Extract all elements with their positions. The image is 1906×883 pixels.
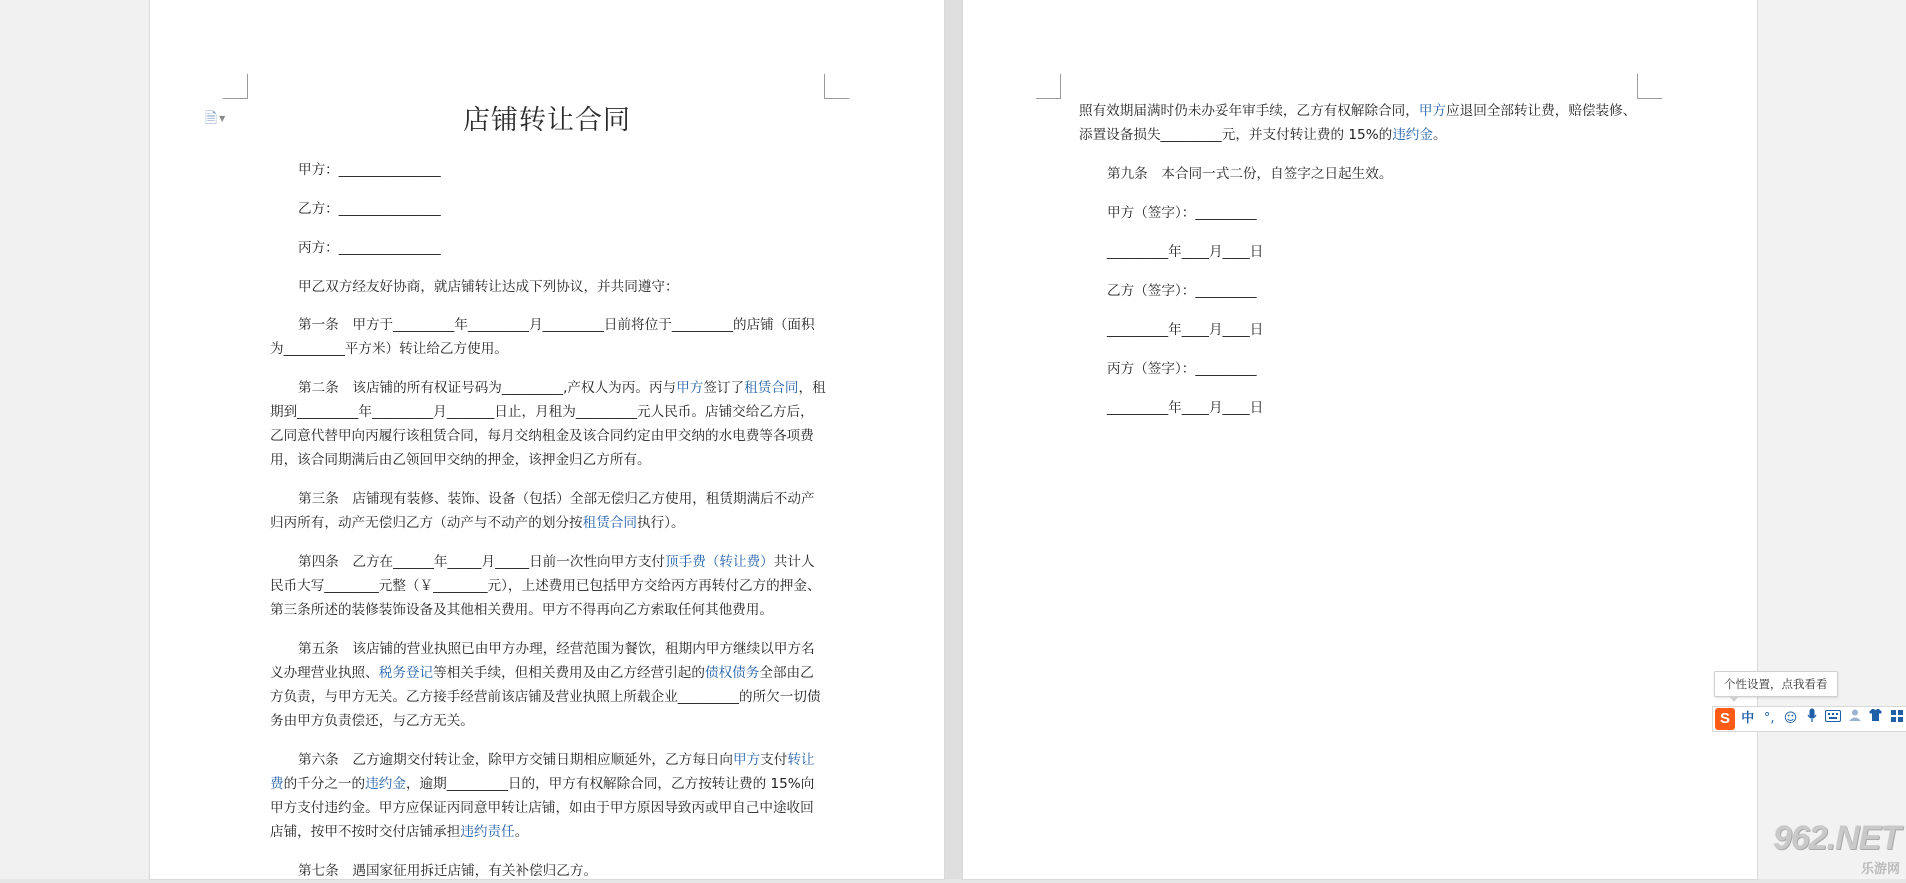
sign-party-c: 丙方（签字）：_________	[1107, 361, 1257, 377]
ime-tooltip: 个性设置，点我看看	[1714, 671, 1838, 697]
user-icon[interactable]	[1846, 708, 1863, 730]
left-margin	[0, 0, 150, 879]
margin-corner-top-right	[1637, 74, 1662, 99]
intro-paragraph: 甲乙双方经友好协商，就店铺转让达成下列协议，并共同遵守：	[298, 279, 679, 295]
link-penalty-2[interactable]: 违约金	[1392, 127, 1433, 143]
sign-party-b: 乙方（签字）：_________	[1107, 283, 1257, 299]
skin-icon[interactable]	[1867, 708, 1884, 730]
link-transfer-fee-2[interactable]: 转让费	[270, 752, 815, 792]
party-a-line: 甲方：_______________	[298, 162, 441, 178]
emoji-icon[interactable]: ☺	[1783, 711, 1798, 726]
article-5: 第五条 该店铺的营业执照已由甲方办理，经营范围为餐饮，租期内甲方继续以甲方名义办理营业执照、税务登记等相关手续，但相关费用及由乙方经营引起的债权债务全部由乙方负责，与甲方无关。乙方接手经营前该店铺及营业执照上所载企业_________的所欠一切债务由甲方负责偿还，与乙方无关。	[270, 641, 821, 729]
link-party-a-3[interactable]: 甲方	[1418, 103, 1447, 119]
margin-corner-top-right	[824, 74, 849, 99]
link-tax-registration[interactable]: 税务登记	[378, 665, 434, 681]
margin-corner-top-left	[1036, 74, 1061, 99]
article-3: 第三条 店铺现有装修、装饰、设备（包括）全部无偿归乙方使用，租赁期满后不动产归丙所有，动产无偿归乙方（动产与不动产的划分按租赁合同执行）。	[270, 491, 815, 531]
document-options-icon[interactable]: 🗎 ▼	[205, 109, 226, 127]
continued-paragraph: 照有效期届满时仍未办妥年审手续，乙方有权解除合同，甲方应退回全部转让费，赔偿装修、添置设备损失_________元，并支付转让费的 15%的违约金。	[1079, 103, 1637, 143]
link-debts[interactable]: 债权债务	[705, 665, 760, 681]
articles-block	[270, 313, 826, 883]
page2-body	[1079, 99, 1649, 435]
date-party-c: _________年____月____日	[1107, 400, 1264, 416]
link-transfer-fee[interactable]: 顶手费（转让费）	[665, 554, 774, 570]
link-lease-contract[interactable]: 租赁合同	[744, 380, 799, 396]
ime-toolbar	[1712, 706, 1906, 732]
keyboard-icon[interactable]	[1825, 708, 1842, 730]
date-party-b: _________年____月____日	[1107, 322, 1264, 338]
article-2: 第二条 该店铺的所有权证号码为_________,产权人为丙。丙与甲方签订了租赁合同，租期到_________年_________月_______日止，月租为_________元人民币。店铺交给乙方后，乙同意代替甲向丙履行该租赁合同，每月交纳租金及该合同约定由甲交纳的水电费等各项费用，该合同期满后由乙领回甲交纳的押金，该押金归乙方所有。	[270, 380, 826, 468]
link-party-a[interactable]: 甲方	[676, 380, 704, 396]
article-4: 第四条 乙方在______年_____月_____日前一次性向甲方支付顶手费（转让费）共计人民币大写________元整（￥________元），上述费用已包括甲方交给丙方再转付乙方的押金、第三条所述的装修装饰设备及其他相关费用。甲方不得再向乙方索取任何其他费用。	[270, 554, 821, 618]
right-margin	[1757, 0, 1906, 879]
link-penalty[interactable]: 违约金	[365, 776, 406, 792]
document-page-1	[150, 0, 944, 879]
link-party-a-2[interactable]: 甲方	[733, 752, 761, 768]
article-9: 第九条 本合同一式二份，自签字之日起生效。	[1107, 166, 1393, 182]
microphone-icon[interactable]	[1803, 708, 1820, 731]
link-lease-contract-2[interactable]: 租赁合同	[582, 515, 638, 531]
ime-mode-button[interactable]: 中	[1741, 711, 1755, 726]
article-7: 第七条 遇国家征用拆迁店铺，有关补偿归乙方。	[298, 863, 598, 879]
article-1: 第一条 甲方于_________年_________月_________日前将位于_________的店铺（面积为_________平方米）转让给乙方使用。	[270, 317, 815, 357]
margin-corner-top-left	[223, 74, 248, 99]
sogou-logo-icon[interactable]: S	[1715, 708, 1735, 730]
more-icon[interactable]	[1889, 708, 1906, 730]
article-6: 第六条 乙方逾期交付转让金，除甲方交铺日期相应顺延外，乙方每日向甲方支付转让费的千分之一的违约金，逾期_________日的，甲方有权解除合同，乙方按转让费的 15%向甲方支付违约金。甲方应保证丙同意甲转让店铺，如由于甲方原因导致丙或甲自己中途收回店铺，按甲不按时交付店铺承担违约责任。	[270, 752, 815, 840]
party-b-line: 乙方：_______________	[298, 201, 441, 217]
page-title: 店铺转让合同	[463, 105, 631, 136]
date-party-a: _________年____月____日	[1107, 244, 1264, 260]
punctuation-icon[interactable]: °,	[1763, 711, 1775, 726]
page-gap	[944, 0, 963, 879]
link-liability[interactable]: 违约责任	[460, 824, 515, 840]
party-c-line: 丙方：_______________	[298, 240, 441, 256]
site-watermark: 962.NET 乐游网	[1772, 819, 1900, 876]
document-page-2	[963, 0, 1757, 879]
parties-block	[270, 158, 810, 314]
sign-party-a: 甲方（签字）：_________	[1107, 205, 1257, 221]
